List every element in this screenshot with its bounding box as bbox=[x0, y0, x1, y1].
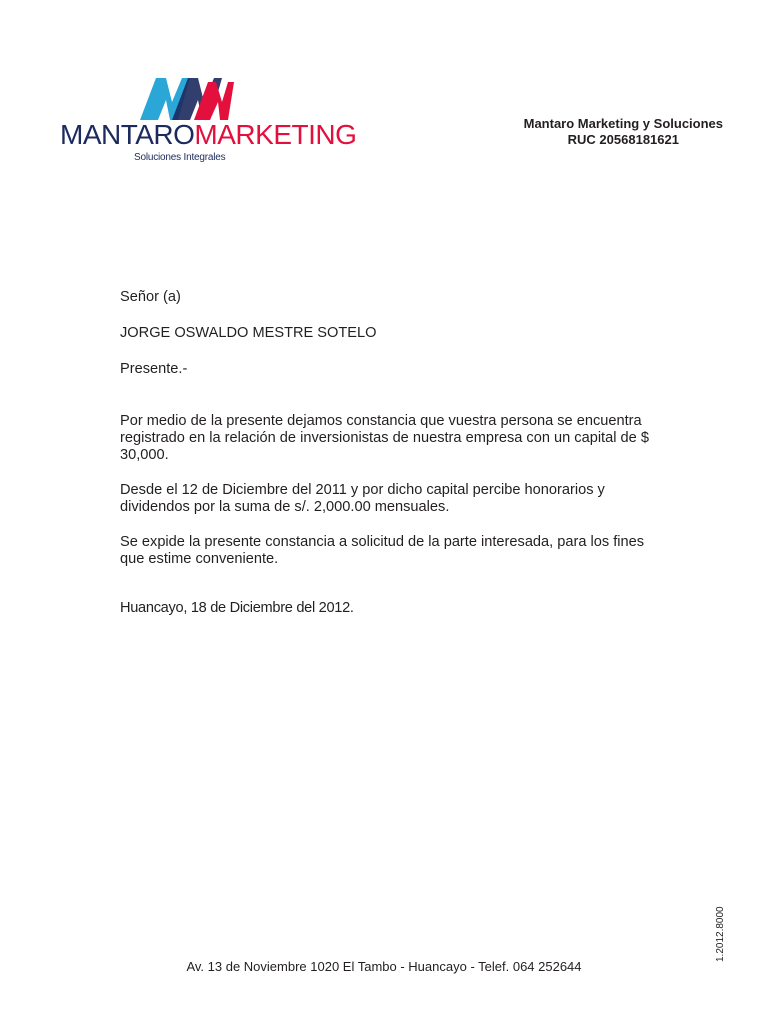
mm-logo-icon bbox=[136, 72, 236, 124]
logo-word-mantaro: MANTARO bbox=[60, 119, 195, 150]
footer-address: Av. 13 de Noviembre 1020 El Tambo - Huancayo - Telef. 064 252644 bbox=[186, 959, 582, 974]
company-name: Mantaro Marketing y Soluciones bbox=[523, 116, 723, 131]
letter-body bbox=[120, 289, 660, 617]
recipient-name: JORGE OSWALDO MESTRE SOTELO bbox=[120, 325, 377, 341]
logo-wordmark bbox=[60, 121, 356, 149]
paragraph-dividends: Desde el 12 de Diciembre del 2011 y por dicho capital percibe honorarios y dividendos por la suma de s/. 2,000.00 mensuales. bbox=[120, 482, 605, 515]
closing-place-date: Huancayo, 18 de Diciembre del 2012. bbox=[120, 600, 354, 616]
logo-tagline: Soluciones Integrales bbox=[134, 152, 226, 163]
side-document-code: 1.2012.8000 bbox=[715, 906, 726, 962]
paragraph-capital: Por medio de la presente dejamos constancia que vuestra persona se encuentra registrado en la relación de inversionistas de nuestra empresa con un capital de $ 30,000. bbox=[120, 413, 649, 463]
presente-line: Presente.- bbox=[120, 361, 188, 377]
company-header bbox=[524, 116, 723, 148]
salutation: Señor (a) bbox=[120, 289, 181, 305]
logo-word-marketing: MARKETING bbox=[194, 119, 357, 150]
company-ruc: RUC 20568181621 bbox=[567, 132, 679, 147]
paragraph-purpose: Se expide la presente constancia a solicitud de la parte interesada, para los fines que estime conveniente. bbox=[120, 534, 645, 567]
company-logo bbox=[60, 72, 357, 172]
